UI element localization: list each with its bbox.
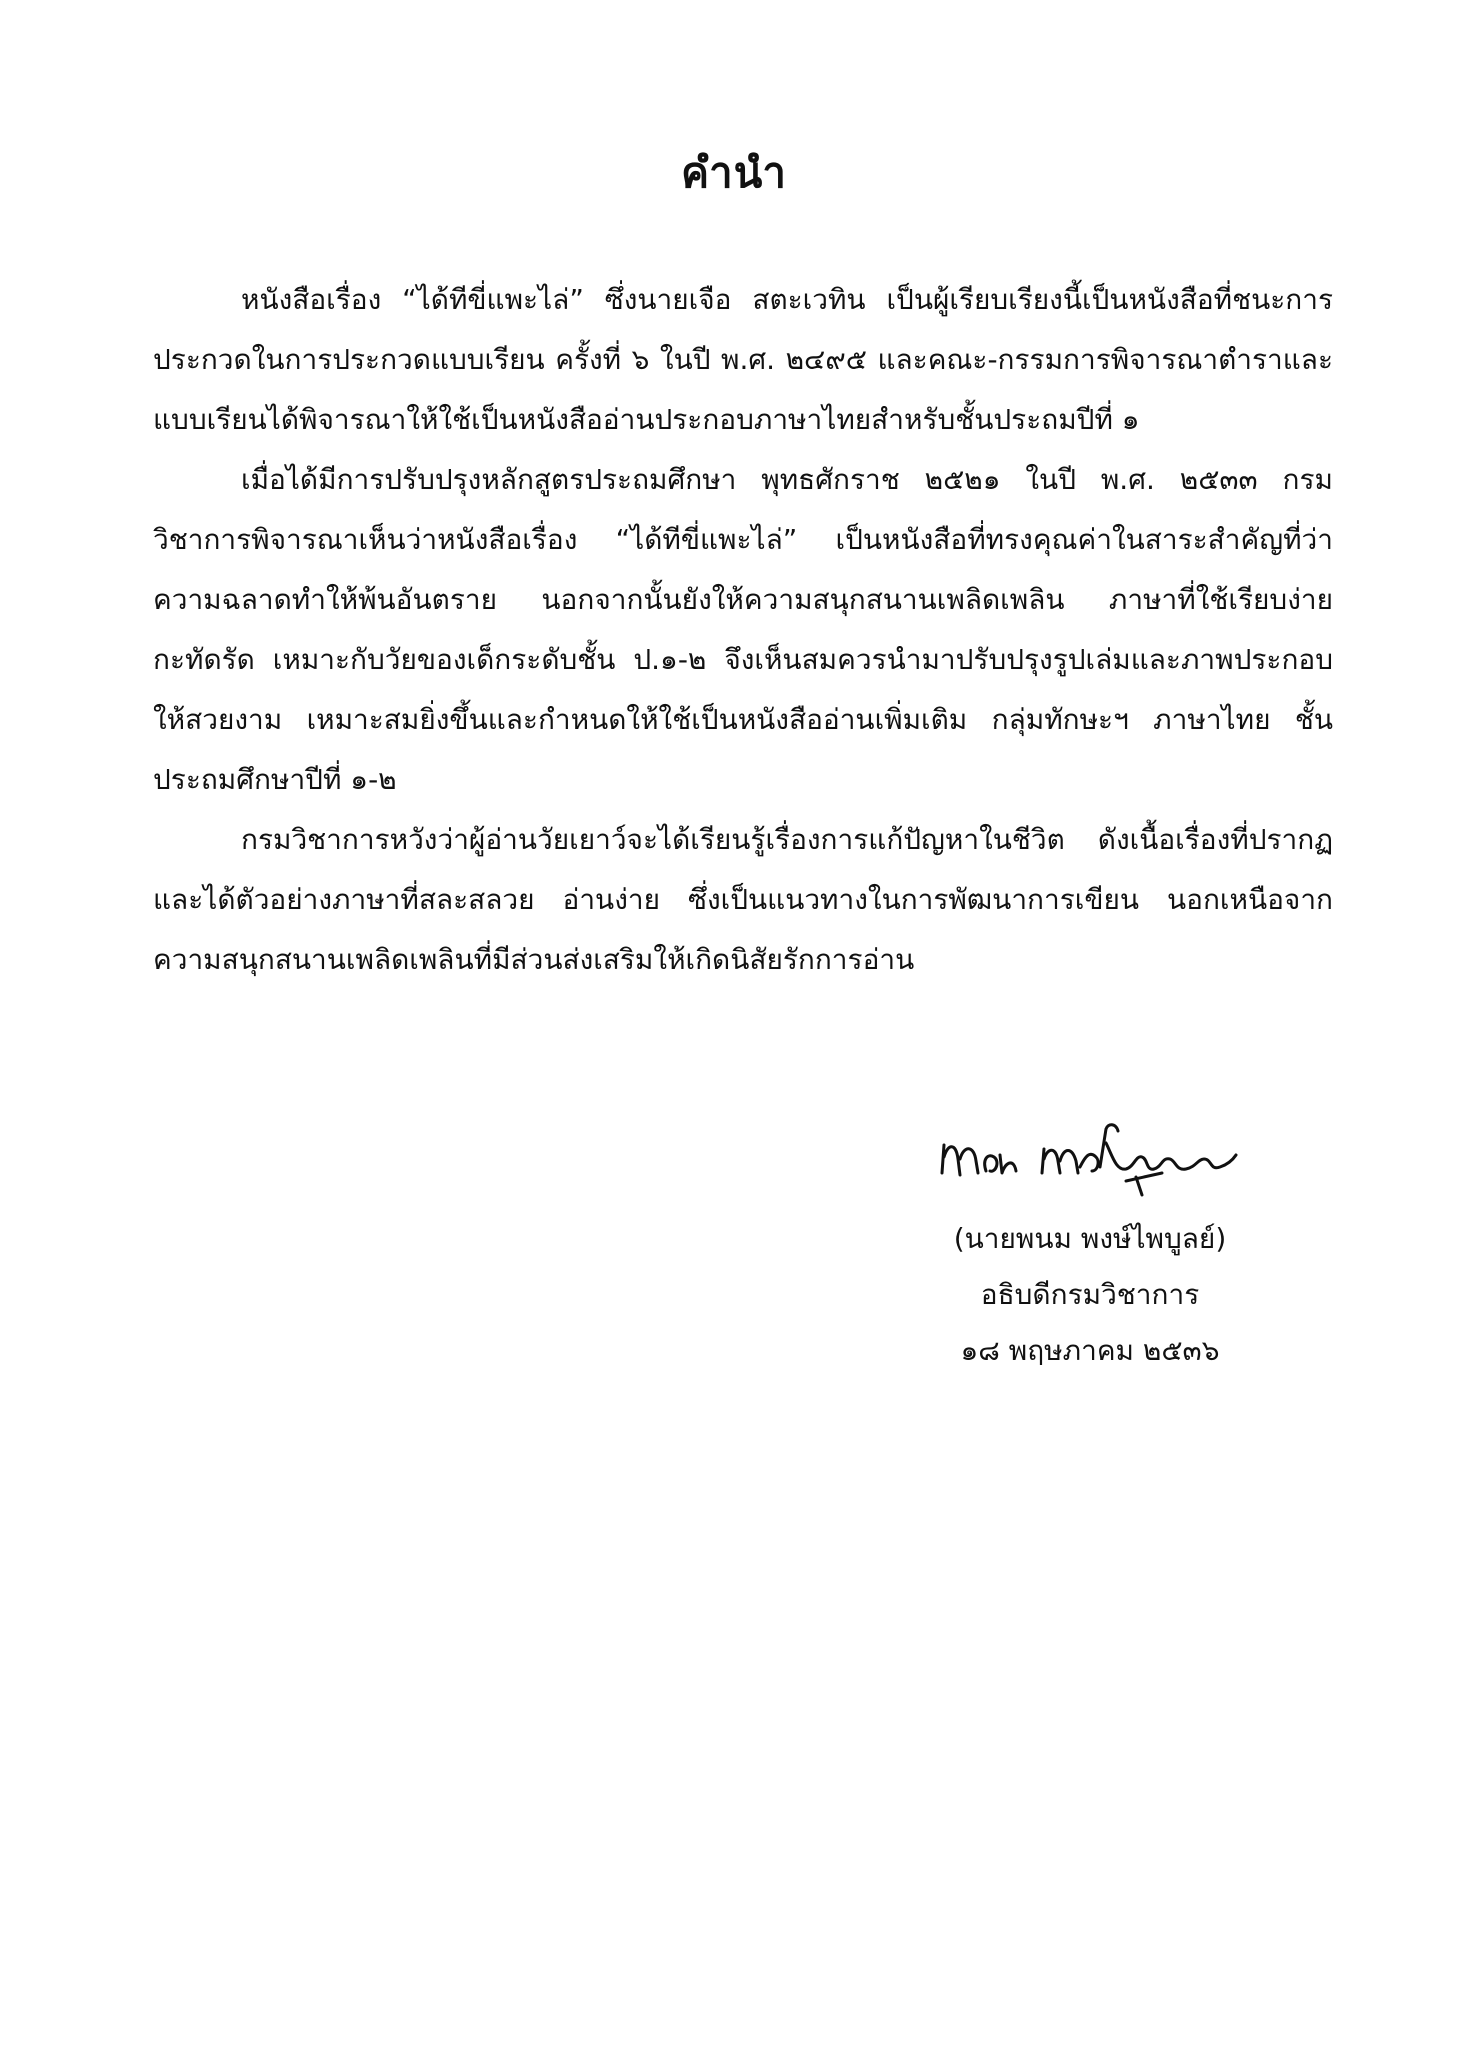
signature-date: ๑๘ พฤษภาคม ๒๕๓๖	[960, 1334, 1220, 1367]
paragraph-2: เมื่อได้มีการปรับปรุงหลักสูตรประถมศึกษา พุทธศักราช ๒๕๒๑ ในปี พ.ศ. ๒๕๓๓ กรมวิชาการพิจารณาเห็นว่าหนังสือเรื่อง “ได้ทีขี่แพะไล่” เป็นหนังสือที่ทรงคุณค่าในสาระสำคัญที่ว่าความฉลาดทำให้พ้นอันตราย นอกจากนั้นยังให้ความสนุกสนานเพลิดเพลิน ภาษาที่ใช้เรียบง่าย กะทัดรัด เหมาะกับวัยของเด็กระดับชั้น ป.๑-๒ จึงเห็นสมควรนำมาปรับปรุงรูปเล่มและภาพประกอบให้สวยงาม เหมาะสมยิ่งขึ้นและกำหนดให้ใช้เป็นหนังสืออ่านเพิ่มเติม กลุ่มทักษะฯ ภาษาไทย ชั้นประถมศึกษาปีที่ ๑-๒	[153, 463, 1333, 796]
page-title: คำนำ	[681, 148, 787, 197]
preface-body	[153, 270, 1333, 990]
paragraph-3: กรมวิชาการหวังว่าผู้อ่านวัยเยาว์จะได้เรียนรู้เรื่องการแก้ปัญหาในชีวิต ดังเนื้อเรื่องที่ปรากฏและได้ตัวอย่างภาษาที่สละสลวย อ่านง่าย ซึ่งเป็นแนวทางในการพัฒนาการเขียน นอกเหนือจากความสนุกสนานเพลิดเพลินที่มีส่วนส่งเสริมให้เกิดนิสัยรักการอ่าน	[153, 823, 1333, 976]
handwritten-signature	[930, 1115, 1250, 1205]
signer-position: อธิบดีกรมวิชาการ	[980, 1278, 1200, 1311]
signature-block	[880, 1115, 1300, 1379]
paragraph-1: หนังสือเรื่อง “ได้ทีขี่แพะไล่” ซึ่งนายเจือ สตะเวทิน เป็นผู้เรียบเรียงนี้เป็นหนังสือที่ชนะการประกวดในการประกวดแบบเรียน ครั้งที่ ๖ ในปี พ.ศ. ๒๔๙๕ และคณะ-กรรมการพิจารณาตำราและแบบเรียนได้พิจารณาให้ใช้เป็นหนังสืออ่านประกอบภาษาไทยสำหรับชั้นประถมปีที่ ๑	[153, 283, 1333, 436]
signer-name: (นายพนม พงษ์ไพบูลย์)	[953, 1222, 1227, 1255]
